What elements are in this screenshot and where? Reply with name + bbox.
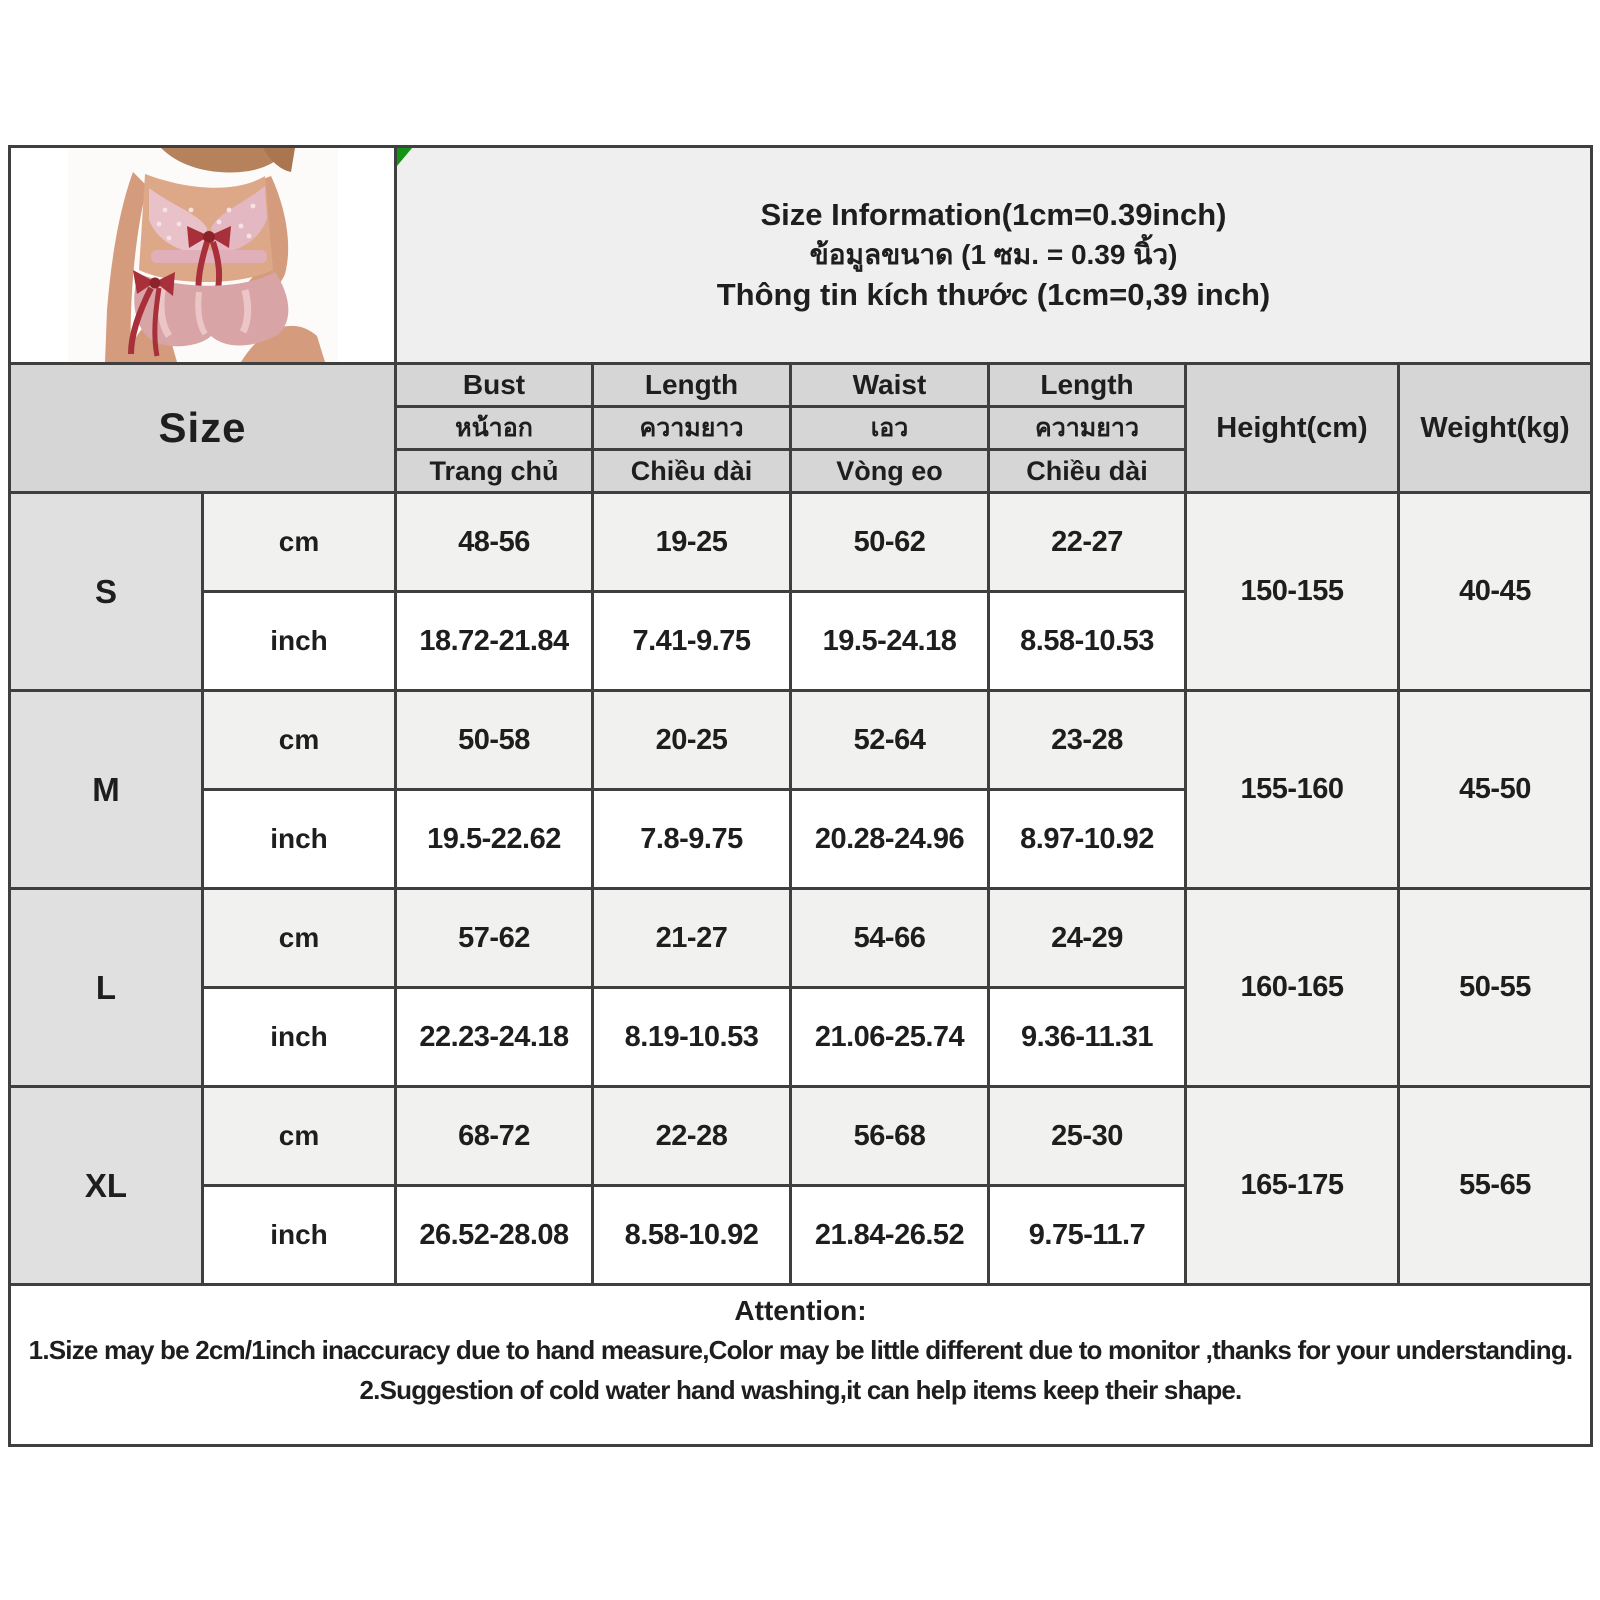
table-cell: 56-68 [792,1088,987,1184]
attention-note-1: 1.Size may be 2cm/1inch inaccuracy due to hand measure,Color may be little different due to monitor ,thanks for your understanding. [28,1335,1573,1365]
unit-label-cm: cm [204,1088,394,1184]
weight-cell: 40-45 [1400,494,1590,689]
title-vietnamese: Thông tin kích thước (1cm=0,39 inch) [716,277,1271,312]
size-row-label-l: L [11,890,201,1085]
table-cell: 54-66 [792,890,987,986]
col-header-bust-vi: Trang chủ [397,451,591,491]
col-header-length1-th: ความยาว [594,408,789,448]
size-row-label-s: S [11,494,201,689]
table-cell: 21.84-26.52 [792,1187,987,1283]
col-header-bust-th: หน้าอก [397,408,591,448]
table-cell: 9.36-11.31 [990,989,1184,1085]
weight-column-header: Weight(kg) [1400,365,1590,491]
table-cell: 19-25 [594,494,789,590]
title-thai: ข้อมูลขนาด (1 ซม. = 0.39 นิ้ว) [809,239,1178,270]
weight-cell: 55-65 [1400,1088,1590,1283]
unit-label-inch: inch [204,1187,394,1283]
table-cell: 23-28 [990,692,1184,788]
weight-cell: 45-50 [1400,692,1590,887]
height-cell: 160-165 [1187,890,1397,1085]
col-header-length1-vi: Chiều dài [594,451,789,491]
table-cell: 7.41-9.75 [594,593,789,689]
attention-note-2: 2.Suggestion of cold water hand washing,it can help items keep their shape. [359,1375,1242,1405]
table-cell: 50-58 [397,692,591,788]
table-cell: 21-27 [594,890,789,986]
unit-label-cm: cm [204,494,394,590]
table-cell: 9.75-11.7 [990,1187,1184,1283]
product-photo [11,148,394,362]
unit-label-inch: inch [204,989,394,1085]
size-chart-page [8,145,1593,1447]
table-cell: 21.06-25.74 [792,989,987,1085]
table-cell: 19.5-24.18 [792,593,987,689]
col-header-waist-vi: Vòng eo [792,451,987,491]
table-cell: 68-72 [397,1088,591,1184]
col-header-length2-en: Length [990,365,1184,405]
size-row-label-xl: XL [11,1088,201,1283]
size-chart-table [8,145,1593,1447]
unit-label-cm: cm [204,890,394,986]
weight-cell: 50-55 [1400,890,1590,1085]
col-header-bust-en: Bust [397,365,591,405]
table-cell: 22.23-24.18 [397,989,591,1085]
table-cell: 7.8-9.75 [594,791,789,887]
table-cell: 20-25 [594,692,789,788]
table-cell: 48-56 [397,494,591,590]
table-cell: 22-28 [594,1088,789,1184]
lingerie-model-illustration [13,148,393,362]
size-column-header: Size [11,365,394,491]
unit-label-cm: cm [204,692,394,788]
table-cell: 24-29 [990,890,1184,986]
table-cell: 8.58-10.92 [594,1187,789,1283]
col-header-waist-th: เอว [792,408,987,448]
table-cell: 25-30 [990,1088,1184,1184]
col-header-length2-th: ความยาว [990,408,1184,448]
size-row-label-m: M [11,692,201,887]
col-header-length1-en: Length [594,365,789,405]
attention-section [11,1286,1590,1444]
table-cell: 8.58-10.53 [990,593,1184,689]
height-column-header: Height(cm) [1187,365,1397,491]
col-header-waist-en: Waist [792,365,987,405]
table-cell: 19.5-22.62 [397,791,591,887]
table-cell: 50-62 [792,494,987,590]
height-cell: 150-155 [1187,494,1397,689]
table-cell: 22-27 [990,494,1184,590]
green-corner-flag-icon [397,148,412,166]
table-cell: 20.28-24.96 [792,791,987,887]
table-cell: 26.52-28.08 [397,1187,591,1283]
size-info-header [397,148,1590,362]
table-cell: 52-64 [792,692,987,788]
table-cell: 57-62 [397,890,591,986]
title-english: Size Information(1cm=0.39inch) [760,197,1227,232]
table-cell: 18.72-21.84 [397,593,591,689]
height-cell: 165-175 [1187,1088,1397,1283]
height-cell: 155-160 [1187,692,1397,887]
table-cell: 8.97-10.92 [990,791,1184,887]
col-header-length2-vi: Chiều dài [990,451,1184,491]
table-cell: 8.19-10.53 [594,989,789,1085]
unit-label-inch: inch [204,593,394,689]
attention-title: Attention: [734,1295,867,1326]
unit-label-inch: inch [204,791,394,887]
